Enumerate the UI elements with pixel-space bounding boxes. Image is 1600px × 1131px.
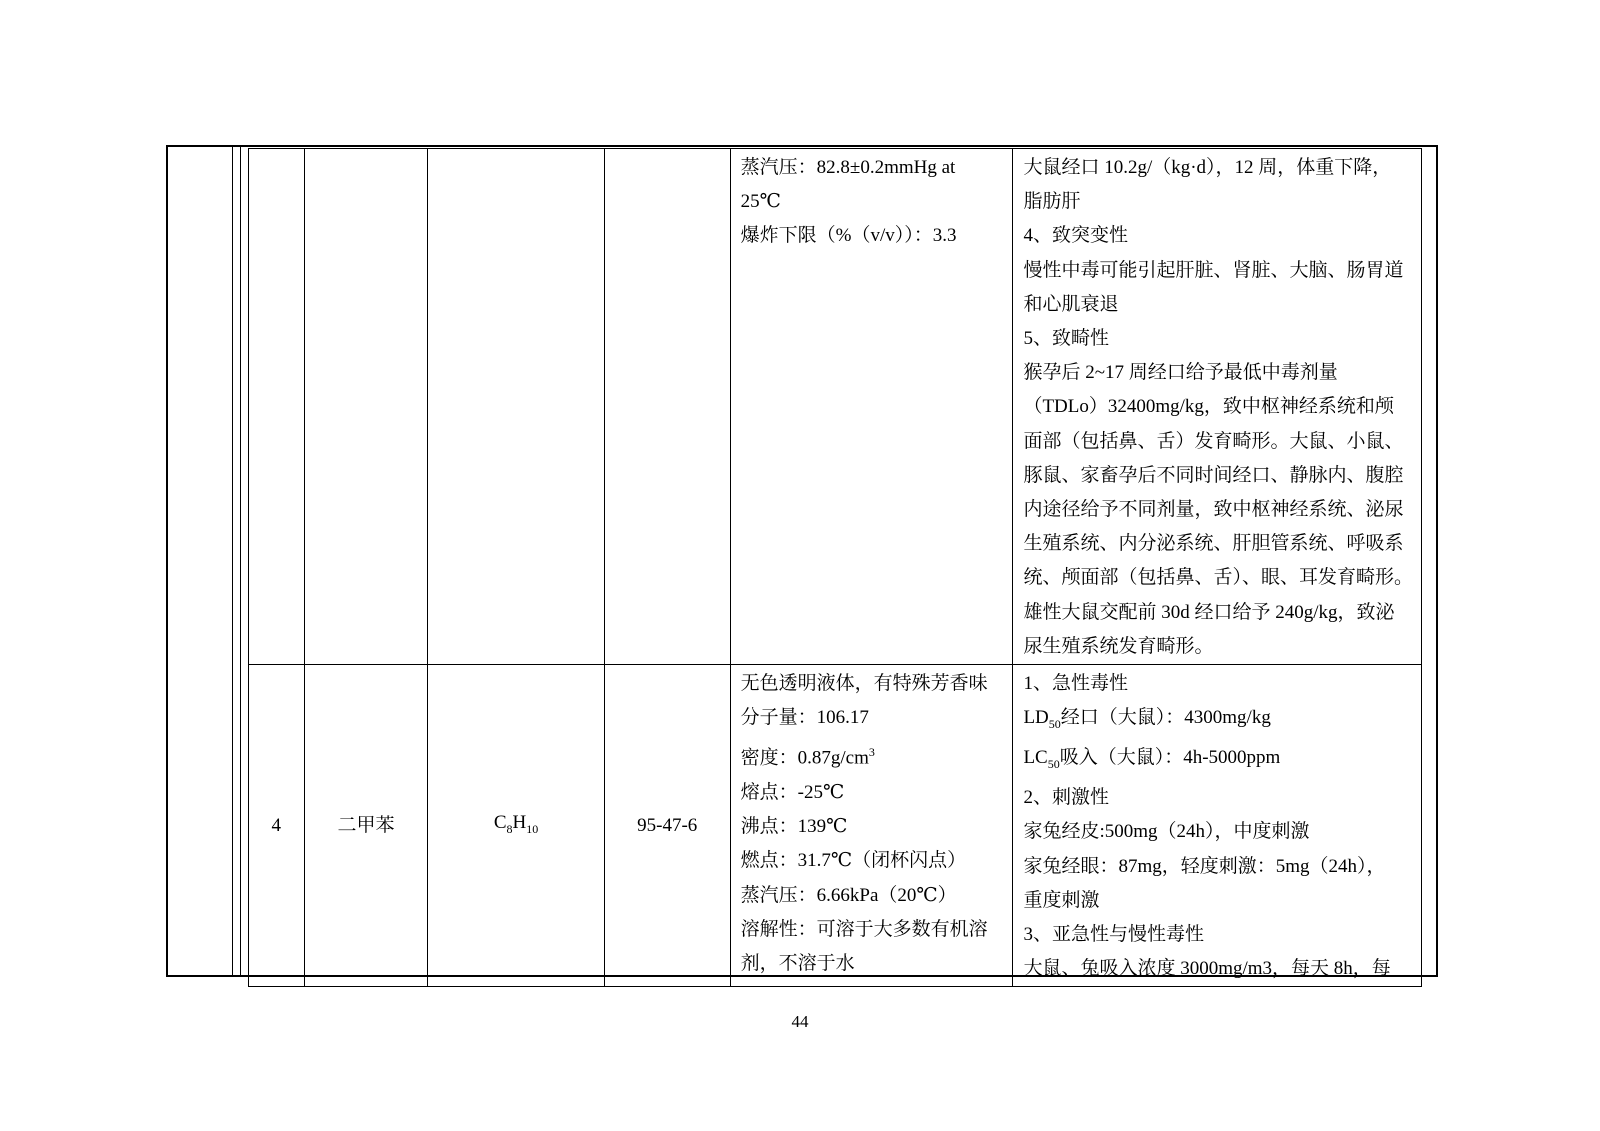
property-melting-point: 熔点：-25℃: [740, 781, 845, 803]
lc-value: 吸入（大鼠）：4h-5000ppm: [1059, 747, 1281, 769]
toxicity-line: 豚鼠、家畜孕后不同时间经口、静脉内、腹腔: [1023, 464, 1404, 486]
toxicity-eye: 家兔经眼：87mg，轻度刺激：5mg（24h），: [1023, 855, 1386, 877]
cell-index-empty: [249, 149, 305, 665]
toxicity-line: 慢性中毒可能引起肝脏、肾脏、大脑、肠胃道: [1023, 259, 1404, 281]
frame-divider: [232, 145, 233, 977]
cell-formula-empty: [428, 149, 604, 665]
toxicity-line: 雄性大鼠交配前 30d 经口给予 240g/kg，致泌: [1023, 601, 1395, 623]
toxicity-acute-title: 1、急性毒性: [1023, 673, 1128, 695]
toxicity-subacute-text: 大鼠、兔吸入浓度 3000mg/m3，每天 8h，每: [1023, 958, 1391, 980]
toxicity-irritation-title: 2、刺激性: [1023, 787, 1109, 809]
formula-h-subscript: 10: [526, 821, 539, 836]
table-row-xylene: [249, 665, 1422, 987]
ld-value: 经口（大鼠）：4300mg/kg: [1060, 707, 1271, 729]
toxicity-line: 和心肌衰退: [1023, 293, 1119, 315]
toxicity-line: 生殖系统、内分泌系统、肝胆管系统、呼吸系: [1023, 533, 1404, 555]
toxicity-line: 猴孕后 2~17 周经口给予最低中毒剂量: [1023, 362, 1338, 384]
property-boiling-point: 沸点：139℃: [740, 816, 848, 838]
property-vapor-pressure: 蒸汽压：6.66kPa（20℃）: [740, 884, 957, 906]
page-number: 44: [791, 1012, 809, 1031]
cell-cas-number: 95-47-6: [604, 665, 730, 987]
formula-c-subscript: 8: [506, 821, 513, 836]
formula-c: C: [493, 811, 507, 833]
frame-divider: [240, 145, 241, 977]
cell-toxicity: [1013, 665, 1422, 987]
property-line: 25℃: [740, 191, 781, 213]
lc-subscript: 50: [1047, 757, 1060, 772]
density-text: 密度：0.87g/cm: [740, 747, 869, 769]
property-flash-point: 燃点：31.7℃（闭杯闪点）: [740, 850, 967, 872]
toxicity-lc50: [1023, 741, 1413, 781]
toxicity-line: 内途径给予不同剂量，致中枢神经系统、泌尿: [1023, 499, 1404, 521]
cell-name-empty: [304, 149, 428, 665]
property-molecular-weight: 分子量：106.17: [740, 707, 869, 729]
toxicity-line: 4、致突变性: [1023, 225, 1128, 247]
cell-index: 4: [249, 665, 305, 987]
toxicity-line: 大鼠经口 10.2g/（kg·d），12 周，体重下降，: [1023, 157, 1392, 178]
ld-label: LD: [1023, 707, 1049, 729]
toxicity-ld50: [1023, 701, 1413, 741]
table-row-continued: [249, 149, 1422, 665]
toxicity-line: 统、颅面部（包括鼻、舌）、眼、耳发育畸形。: [1023, 567, 1413, 589]
property-line: 蒸汽压：82.8±0.2mmHg at: [740, 157, 956, 178]
toxicity-line: 5、致畸性: [1023, 328, 1109, 350]
toxicity-line: 脂肪肝: [1023, 191, 1081, 213]
toxicity-line: （TDLo）32400mg/kg，致中枢神经系统和颅: [1023, 396, 1394, 418]
property-density: [741, 735, 1005, 776]
toxicity-line: 面部（包括鼻、舌）发育畸形。大鼠、小鼠、: [1023, 430, 1404, 452]
cell-properties: [730, 149, 1013, 665]
toxicity-subacute-title: 3、亚急性与慢性毒性: [1023, 924, 1204, 946]
toxicity-eye: 重度刺激: [1023, 889, 1100, 911]
property-line: 爆炸下限（%（v/v））：3.3: [740, 225, 957, 247]
toxicity-skin: 家兔经皮:500mg（24h），中度刺激: [1023, 821, 1310, 843]
property-solubility: 溶解性：可溶于大多数有机溶: [740, 918, 988, 940]
lc-label: LC: [1023, 747, 1048, 769]
cell-toxicity: [1013, 149, 1422, 665]
property-appearance: 无色透明液体，有特殊芳香味: [740, 673, 988, 695]
property-solubility: 剂，不溶于水: [740, 953, 855, 974]
chemical-table: [248, 148, 1422, 987]
toxicity-line: 尿生殖系统发育畸形。: [1023, 635, 1214, 657]
ld-subscript: 50: [1048, 717, 1061, 732]
cell-chemical-name: 二甲苯: [304, 665, 428, 987]
formula-h: H: [512, 811, 527, 833]
density-superscript: 3: [868, 745, 875, 760]
cell-cas-empty: [604, 149, 730, 665]
cell-properties: [730, 665, 1013, 987]
cell-formula: [428, 665, 604, 987]
